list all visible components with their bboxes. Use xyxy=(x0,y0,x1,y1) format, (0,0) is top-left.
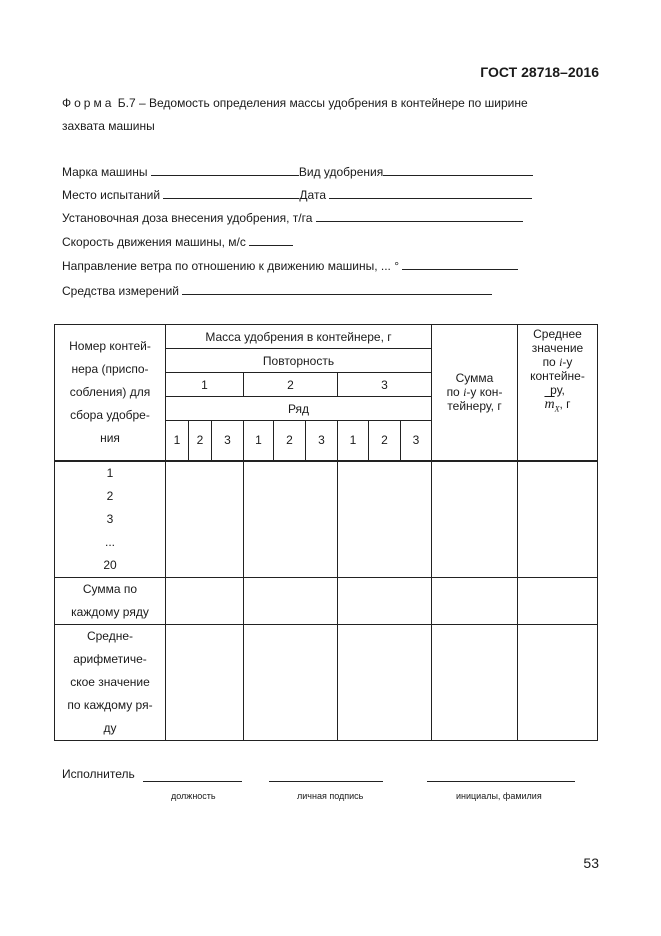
data-cell[interactable] xyxy=(338,578,432,625)
signature-blank[interactable] xyxy=(269,769,383,782)
row-sub-4: 1 xyxy=(244,421,274,461)
container-number-header: Номер контей- нера (приспо- собления) для сбора удобре- ния xyxy=(55,325,166,461)
row-sub-9: 3 xyxy=(401,421,432,461)
row-sub-5: 2 xyxy=(274,421,306,461)
mass-header: Масса удобрения в контейнере, г xyxy=(166,325,432,349)
machine-brand-blank[interactable] xyxy=(151,163,299,176)
data-cell[interactable] xyxy=(338,461,432,578)
name-blank[interactable] xyxy=(427,769,575,782)
dose-blank[interactable] xyxy=(316,209,523,222)
data-cell[interactable] xyxy=(338,625,432,741)
date-label: Дата xyxy=(299,188,326,202)
field-row-wind xyxy=(62,257,518,273)
wind-label: Направление ветра по отношению к движению машины, ... ° xyxy=(62,259,400,273)
form-title-line2: захвата машины xyxy=(62,119,155,133)
data-cell[interactable] xyxy=(244,625,338,741)
position-caption: должность xyxy=(171,791,216,801)
row-sub-2: 2 xyxy=(189,421,212,461)
data-cell[interactable] xyxy=(518,578,598,625)
row-sub-3: 3 xyxy=(212,421,244,461)
wind-blank[interactable] xyxy=(402,257,518,270)
average-column-header: Среднее значение по i-у контейне- ру, $\overline{m}_Х$, г xyxy=(518,325,598,461)
data-cell[interactable] xyxy=(432,461,518,578)
standard-number: ГОСТ 28718–2016 xyxy=(480,64,599,80)
row-sub-8: 2 xyxy=(369,421,401,461)
machine-brand-label: Марка машины xyxy=(62,165,148,179)
form-number: Б.7 xyxy=(117,96,136,110)
mean-row-label: Средне- арифметиче- ское значение по каждому ря- ду xyxy=(55,625,166,741)
data-table xyxy=(54,324,598,741)
speed-label: Скорость движения машины, м/с xyxy=(62,235,246,249)
data-cell[interactable] xyxy=(244,461,338,578)
instruments-label: Средства измерений xyxy=(62,284,180,298)
data-cell[interactable] xyxy=(244,578,338,625)
sum-column-header: Сумма по i-у кон- тейнеру, г xyxy=(432,325,518,461)
row-header: Ряд xyxy=(166,397,432,421)
form-dash: – xyxy=(138,96,146,110)
fertilizer-type-label: Вид удобрения xyxy=(298,165,384,179)
name-caption: инициалы, фамилия xyxy=(456,791,542,801)
container-numbers-cell: 1 2 3 ... 20 xyxy=(55,461,166,578)
data-cell[interactable] xyxy=(166,578,244,625)
fertilizer-type-blank[interactable] xyxy=(383,163,533,176)
form-title-line1: Ведомость определения массы удобрения в контейнере по ширине xyxy=(149,96,528,110)
sum-row-label: Сумма по каждому ряду xyxy=(55,578,166,625)
form-title xyxy=(62,92,600,138)
dose-label: Установочная доза внесения удобрения, т/га xyxy=(62,211,313,225)
data-cell[interactable] xyxy=(518,461,598,578)
executor-label: Исполнитель xyxy=(62,767,135,781)
row-sub-6: 3 xyxy=(306,421,338,461)
test-place-blank[interactable] xyxy=(163,186,299,199)
data-cell[interactable] xyxy=(432,625,518,741)
repeat-header: Повторность xyxy=(166,349,432,373)
field-row-dose xyxy=(62,209,523,225)
form-label: Форма xyxy=(62,96,115,110)
repeat-2: 2 xyxy=(244,373,338,397)
field-row-place xyxy=(62,186,532,202)
field-row-speed xyxy=(62,233,293,249)
repeat-3: 3 xyxy=(338,373,432,397)
data-cell[interactable] xyxy=(166,461,244,578)
instruments-blank[interactable] xyxy=(182,282,492,295)
field-row-instruments xyxy=(62,282,492,298)
speed-blank[interactable] xyxy=(249,233,293,246)
signature-caption: личная подпись xyxy=(297,791,364,801)
row-sub-7: 1 xyxy=(338,421,369,461)
row-sub-1: 1 xyxy=(166,421,189,461)
data-cell[interactable] xyxy=(432,578,518,625)
repeat-1: 1 xyxy=(166,373,244,397)
test-place-label: Место испытаний xyxy=(62,188,161,202)
data-cell[interactable] xyxy=(518,625,598,741)
data-cell[interactable] xyxy=(166,625,244,741)
page-number: 53 xyxy=(583,855,599,871)
date-blank[interactable] xyxy=(329,186,532,199)
position-blank[interactable] xyxy=(143,769,242,782)
field-row-machine xyxy=(62,163,533,179)
executor-row xyxy=(62,767,135,781)
